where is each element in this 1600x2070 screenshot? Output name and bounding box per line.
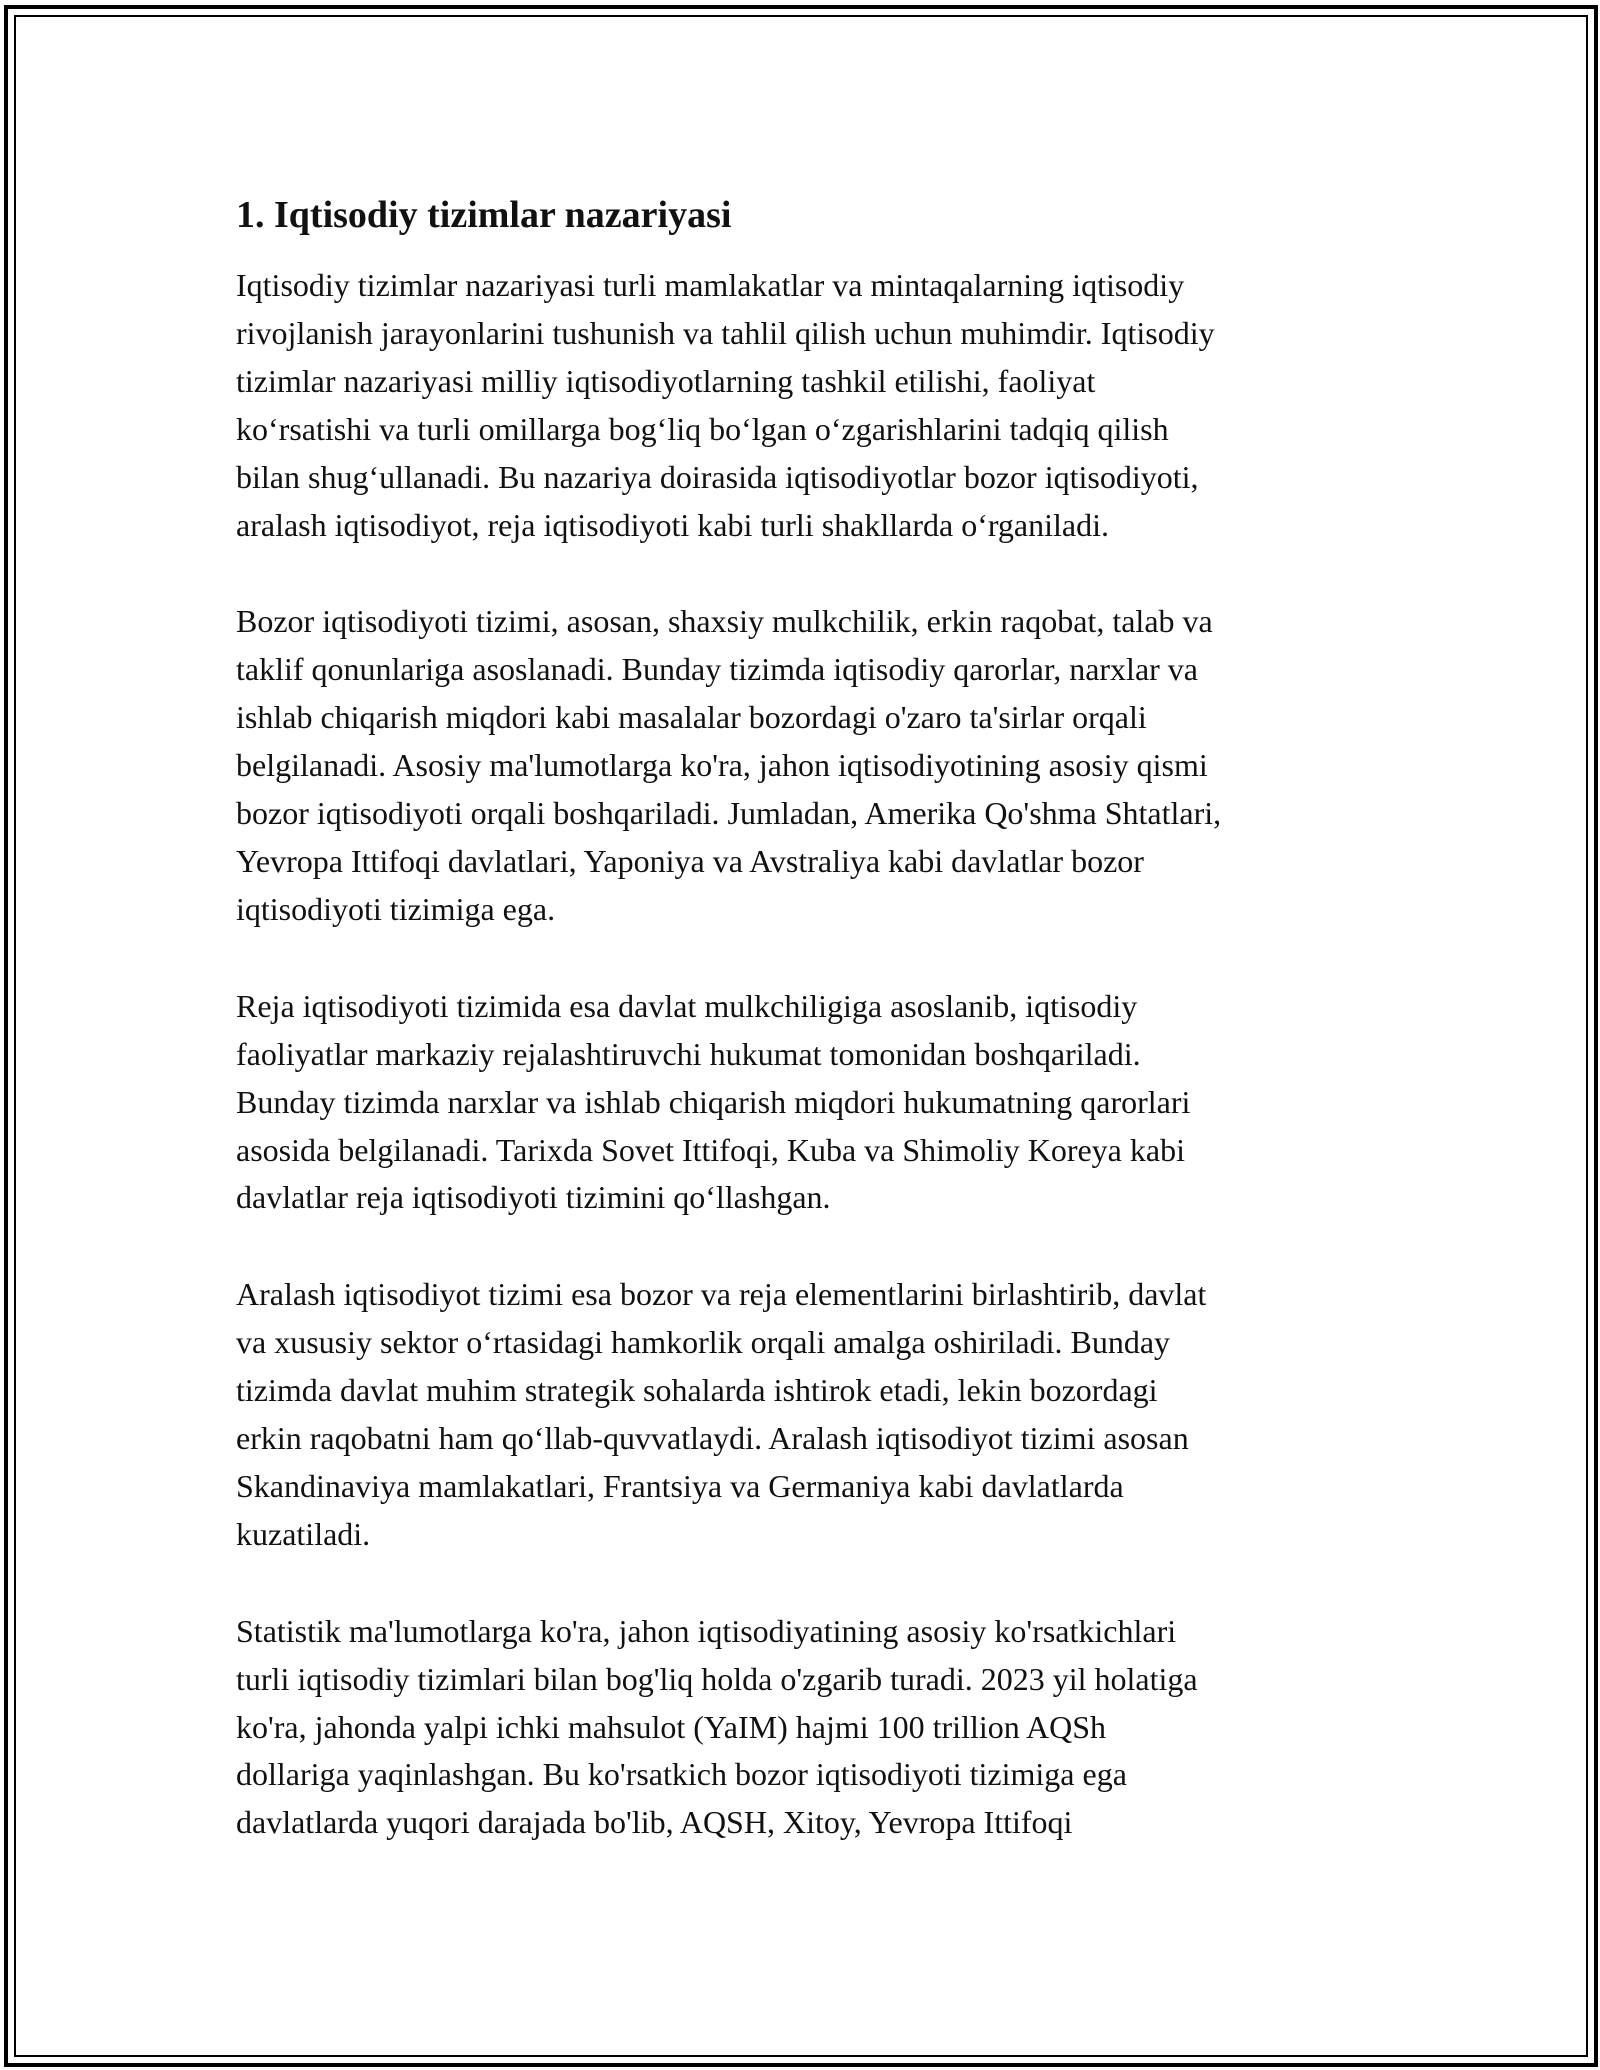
paragraph-line: Skandinaviya mamlakatlari, Frantsiya va Germaniya kabi davlatlarda bbox=[236, 1467, 1124, 1504]
paragraph-line: iqtisodiyoti tizimiga ega. bbox=[236, 890, 556, 927]
paragraph-line: Bunday tizimda narxlar va ishlab chiqarish miqdori hukumatning qarorlari bbox=[236, 1083, 1191, 1120]
paragraph-line: Yevropa Ittifoqi davlatlari, Yaponiya va Avstraliya kabi davlatlar bozor bbox=[236, 842, 1144, 879]
section-heading: 1. Iqtisodiy tizimlar nazariyasi bbox=[236, 194, 732, 236]
paragraph-line: davlatlar reja iqtisodiyoti tizimini qo‘llashgan. bbox=[236, 1179, 831, 1216]
paragraph-line: faoliyatlar markaziy rejalashtiruvchi hukumat tomonidan boshqariladi. bbox=[236, 1035, 1141, 1072]
paragraph-line: ko'ra, jahonda yalpi ichki mahsulot (YaIM) hajmi 100 trillion AQSh bbox=[236, 1708, 1106, 1745]
paragraph-line: bilan shug‘ullanadi. Bu nazariya doirasida iqtisodiyotlar bozor iqtisodiyoti, bbox=[236, 458, 1199, 495]
paragraph-line: tizimda davlat muhim strategik sohalarda ishtirok etadi, lekin bozordagi bbox=[236, 1372, 1158, 1409]
paragraph-line: erkin raqobatni ham qo‘llab-quvvatlaydi. Aralash iqtisodiyot tizimi asosan bbox=[236, 1420, 1189, 1457]
paragraph-mixed-economy bbox=[236, 1271, 1376, 1558]
paragraph-intro bbox=[236, 262, 1376, 549]
paragraph-line: ishlab chiqarish miqdori kabi masalalar bozordagi o'zaro ta'sirlar orqali bbox=[236, 699, 1147, 736]
paragraph-market-economy bbox=[236, 598, 1376, 933]
paragraph-line: va xususiy sektor o‘rtasidagi hamkorlik orqali amalga oshiriladi. Bunday bbox=[236, 1324, 1171, 1361]
paragraph-line: turli iqtisodiy tizimlari bilan bog'liq holda o'zgarib turadi. 2023 yil holatiga bbox=[236, 1660, 1198, 1697]
paragraph-line: aralash iqtisodiyot, reja iqtisodiyoti kabi turli shakllarda o‘rganiladi. bbox=[236, 506, 1109, 543]
paragraph-line: Statistik ma'lumotlarga ko'ra, jahon iqtisodiyatining asosiy ko'rsatkichlari bbox=[236, 1612, 1177, 1649]
paragraph-line: tizimlar nazariyasi milliy iqtisodiyotlarning tashkil etilishi, faoliyat bbox=[236, 362, 1096, 399]
paragraph-line: taklif qonunlariga asoslanadi. Bunday tizimda iqtisodiy qarorlar, narxlar va bbox=[236, 651, 1198, 688]
paragraph-line: dollariga yaqinlashgan. Bu ko'rsatkich bozor iqtisodiyoti tizimiga ega bbox=[236, 1756, 1127, 1793]
paragraph-line: rivojlanish jarayonlarini tushunish va tahlil qilish uchun muhimdir. Iqtisodiy bbox=[236, 314, 1215, 351]
paragraph-line: Bozor iqtisodiyoti tizimi, asosan, shaxsiy mulkchilik, erkin raqobat, talab va bbox=[236, 603, 1213, 640]
paragraph-line: ko‘rsatishi va turli omillarga bog‘liq bo‘lgan o‘zgarishlarini tadqiq qilish bbox=[236, 410, 1169, 447]
paragraph-statistics bbox=[236, 1608, 1376, 1848]
paragraph-planned-economy bbox=[236, 983, 1376, 1223]
paragraph-line: asosida belgilanadi. Tarixda Sovet Ittifoqi, Kuba va Shimoliy Koreya kabi bbox=[236, 1131, 1185, 1168]
paragraph-line: Reja iqtisodiyoti tizimida esa davlat mulkchiligiga asoslanib, iqtisodiy bbox=[236, 987, 1138, 1024]
paragraph-line: Iqtisodiy tizimlar nazariyasi turli mamlakatlar va mintaqalarning iqtisodiy bbox=[236, 267, 1185, 303]
paragraph-line: bozor iqtisodiyoti orqali boshqariladi. Jumladan, Amerika Qo'shma Shtatlari, bbox=[236, 795, 1222, 832]
paragraph-line: belgilanadi. Asosiy ma'lumotlarga ko'ra, jahon iqtisodiyotining asosiy qismi bbox=[236, 747, 1208, 784]
paragraph-line: davlatlarda yuqori darajada bo'lib, AQSH, Xitoy, Yevropa Ittifoqi bbox=[236, 1804, 1073, 1841]
paragraph-line: kuzatiladi. bbox=[236, 1515, 371, 1552]
paragraph-line: Aralash iqtisodiyot tizimi esa bozor va reja elementlarini birlashtirib, davlat bbox=[236, 1276, 1207, 1313]
document-body bbox=[236, 188, 1376, 1896]
